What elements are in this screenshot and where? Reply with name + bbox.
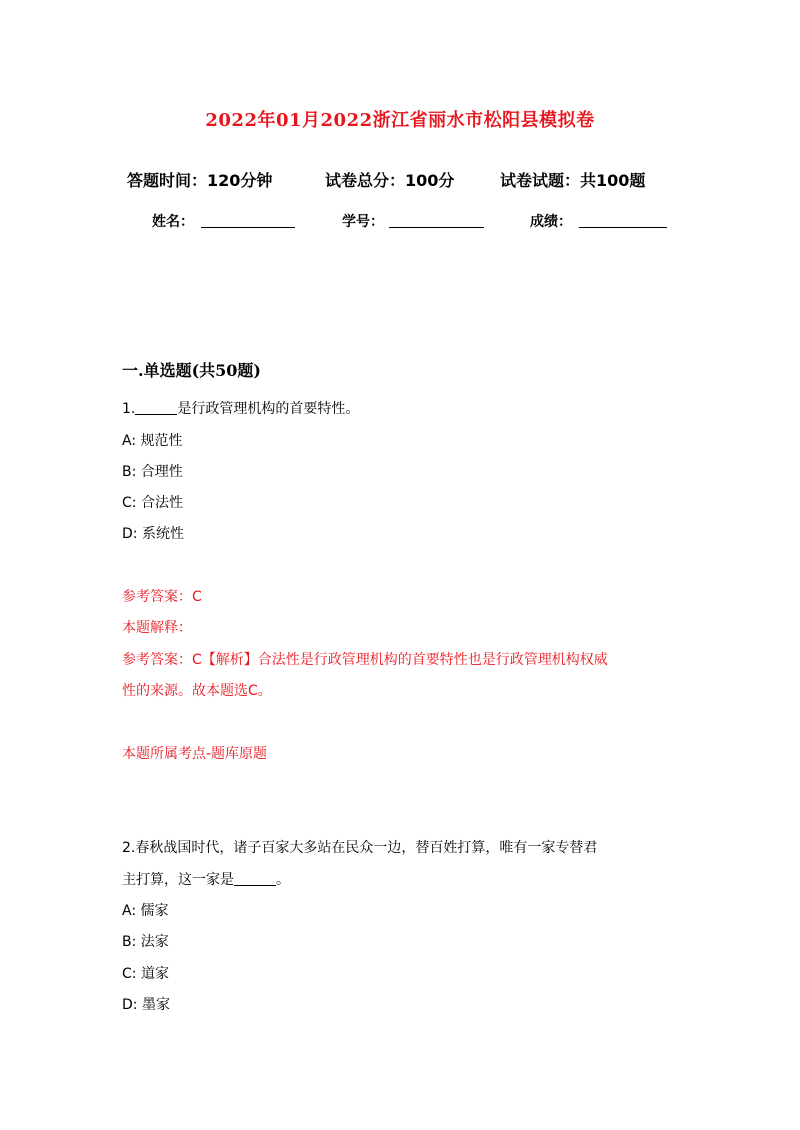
question-2-option-c: C: 道家 [122, 966, 169, 982]
question-2-punct: 。 [276, 872, 290, 888]
name-label: 姓名： [152, 214, 194, 230]
question-1-option-c: C: 合法性 [122, 495, 183, 511]
question-1-explain-label: 本题解释： [122, 620, 192, 636]
question-1-option-b: B: 合理性 [122, 464, 183, 480]
question-2-stem-line-1: 2.春秋战国时代，诸子百家大多站在民众一边，替百姓打算，唯有一家专替君 [122, 840, 598, 856]
question-1-blank [135, 400, 177, 415]
question-2-blank [234, 871, 276, 886]
question-1-option-a: A: 规范性 [122, 433, 183, 449]
score-label: 成绩： [530, 214, 572, 230]
question-2-option-d: D: 墨家 [122, 997, 170, 1013]
exam-question-count: 试卷试题：共100题 [500, 171, 646, 190]
exam-title: 2022年01月2022浙江省丽水市松阳县模拟卷 [205, 110, 595, 131]
exam-time: 答题时间：120分钟 [127, 171, 273, 190]
student-id-blank[interactable] [389, 211, 484, 228]
question-1-stem [122, 398, 359, 418]
question-1-option-d: D: 系统性 [122, 526, 184, 542]
name-blank[interactable] [201, 211, 295, 228]
question-2-stem-line-2 [122, 869, 290, 889]
question-1-number: 1. [122, 401, 136, 417]
score-blank[interactable] [579, 211, 667, 228]
question-2-option-a: A: 儒家 [122, 903, 169, 919]
question-2-text: 主打算，这一家是 [122, 872, 234, 888]
student-id-label: 学号： [342, 214, 384, 230]
question-1-source: 本题所属考点-题库原题 [122, 746, 268, 762]
question-1-text: 是行政管理机构的首要特性。 [177, 401, 360, 417]
exam-total-score: 试卷总分：100分 [325, 171, 455, 190]
question-1-explanation-line-1: 参考答案：C【解析】合法性是行政管理机构的首要特性也是行政管理机构权威 [122, 652, 608, 668]
section-heading: 一.单选题(共50题) [122, 361, 261, 380]
question-1-answer: 参考答案：C [122, 589, 202, 605]
question-1-explanation-line-2: 性的来源。故本题选C。 [122, 683, 272, 699]
question-2-option-b: B: 法家 [122, 934, 169, 950]
